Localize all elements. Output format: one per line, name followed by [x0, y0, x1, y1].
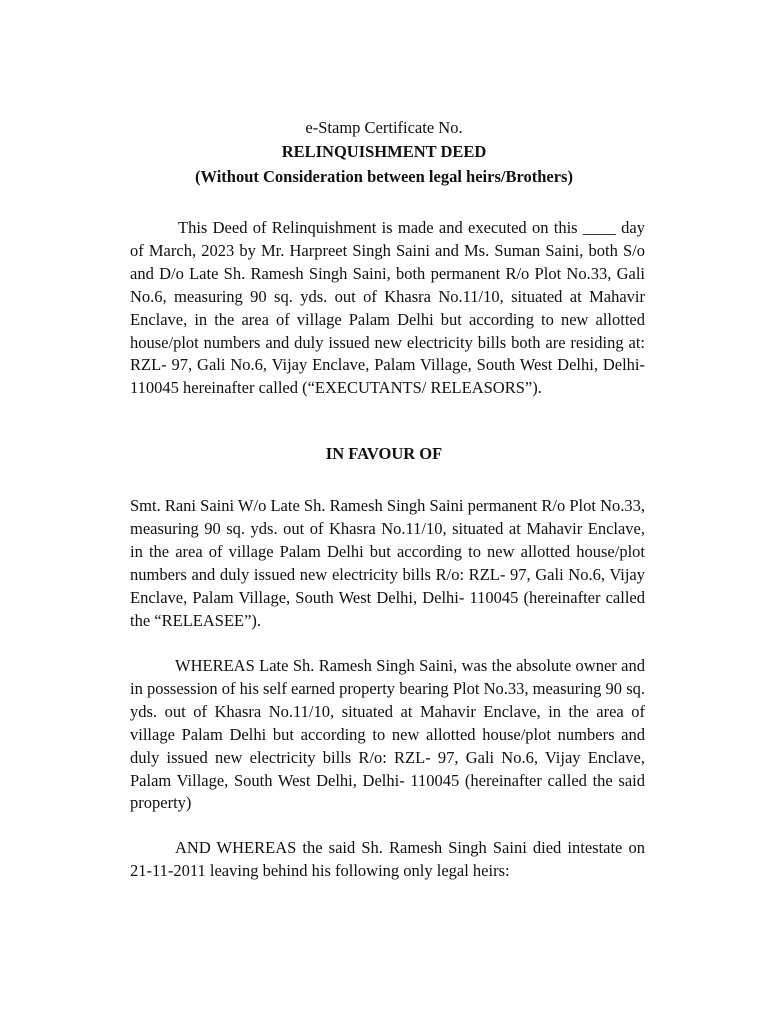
- stamp-certificate-line: e-Stamp Certificate No.: [305, 118, 463, 137]
- in-favour-heading: IN FAVOUR OF: [325, 444, 443, 463]
- deed-subtitle: (Without Consideration between legal heirs/Brothers): [195, 167, 573, 186]
- and-whereas-paragraph: AND WHEREAS the said Sh. Ramesh Singh Saini died intestate on 21-11-2011 leaving behind his following only legal heirs:: [130, 838, 645, 880]
- whereas-paragraph: WHEREAS Late Sh. Ramesh Singh Saini, was the absolute owner and in possession of his self earned property bearing Plot No.33, measuring 90 sq. yds. out of Khasra No.11/10, situated at Mahavir Enclave, in the area of village Palam Delhi but according to new allotted house/plot numbers and duly issued new electricity bills R/o: RZL- 97, Gali No.6, Vijay Enclave, Palam Village, South West Delhi, Delhi- 110045 (hereinafter called the said property): [130, 656, 645, 813]
- deed-title: RELINQUISHMENT DEED: [281, 142, 487, 161]
- releasee-paragraph: Smt. Rani Saini W/o Late Sh. Ramesh Singh Saini permanent R/o Plot No.33, measuring 90 sq. yds. out of Khasra No.11/10, situated at Mahavir Enclave, in the area of village Palam Delhi but according to new allotted house/plot numbers and duly issued new electricity bills R/o: RZL- 97, Gali No.6, Vijay Enclave, Palam Village, South West Delhi, Delhi- 110045 (hereinafter called the “RELEASEE”).: [130, 496, 645, 630]
- executants-paragraph: This Deed of Relinquishment is made and executed on this ____ day of March, 2023 by Mr. Harpreet Singh Saini and Ms. Suman Saini, both S/o and D/o Late Sh. Ramesh Singh Saini, both permanent R/o Plot No.33, Gali No.6, measuring 90 sq. yds. out of Khasra No.11/10, situated at Mahavir Enclave, in the area of village Palam Delhi but according to new allotted house/plot numbers and duly issued new electricity bills both are residing at: RZL- 97, Gali No.6, Vijay Enclave, Palam Village, South West Delhi, Delhi- 110045 hereinafter called (“EXECUTANTS/ RELEASORS”).: [130, 218, 645, 398]
